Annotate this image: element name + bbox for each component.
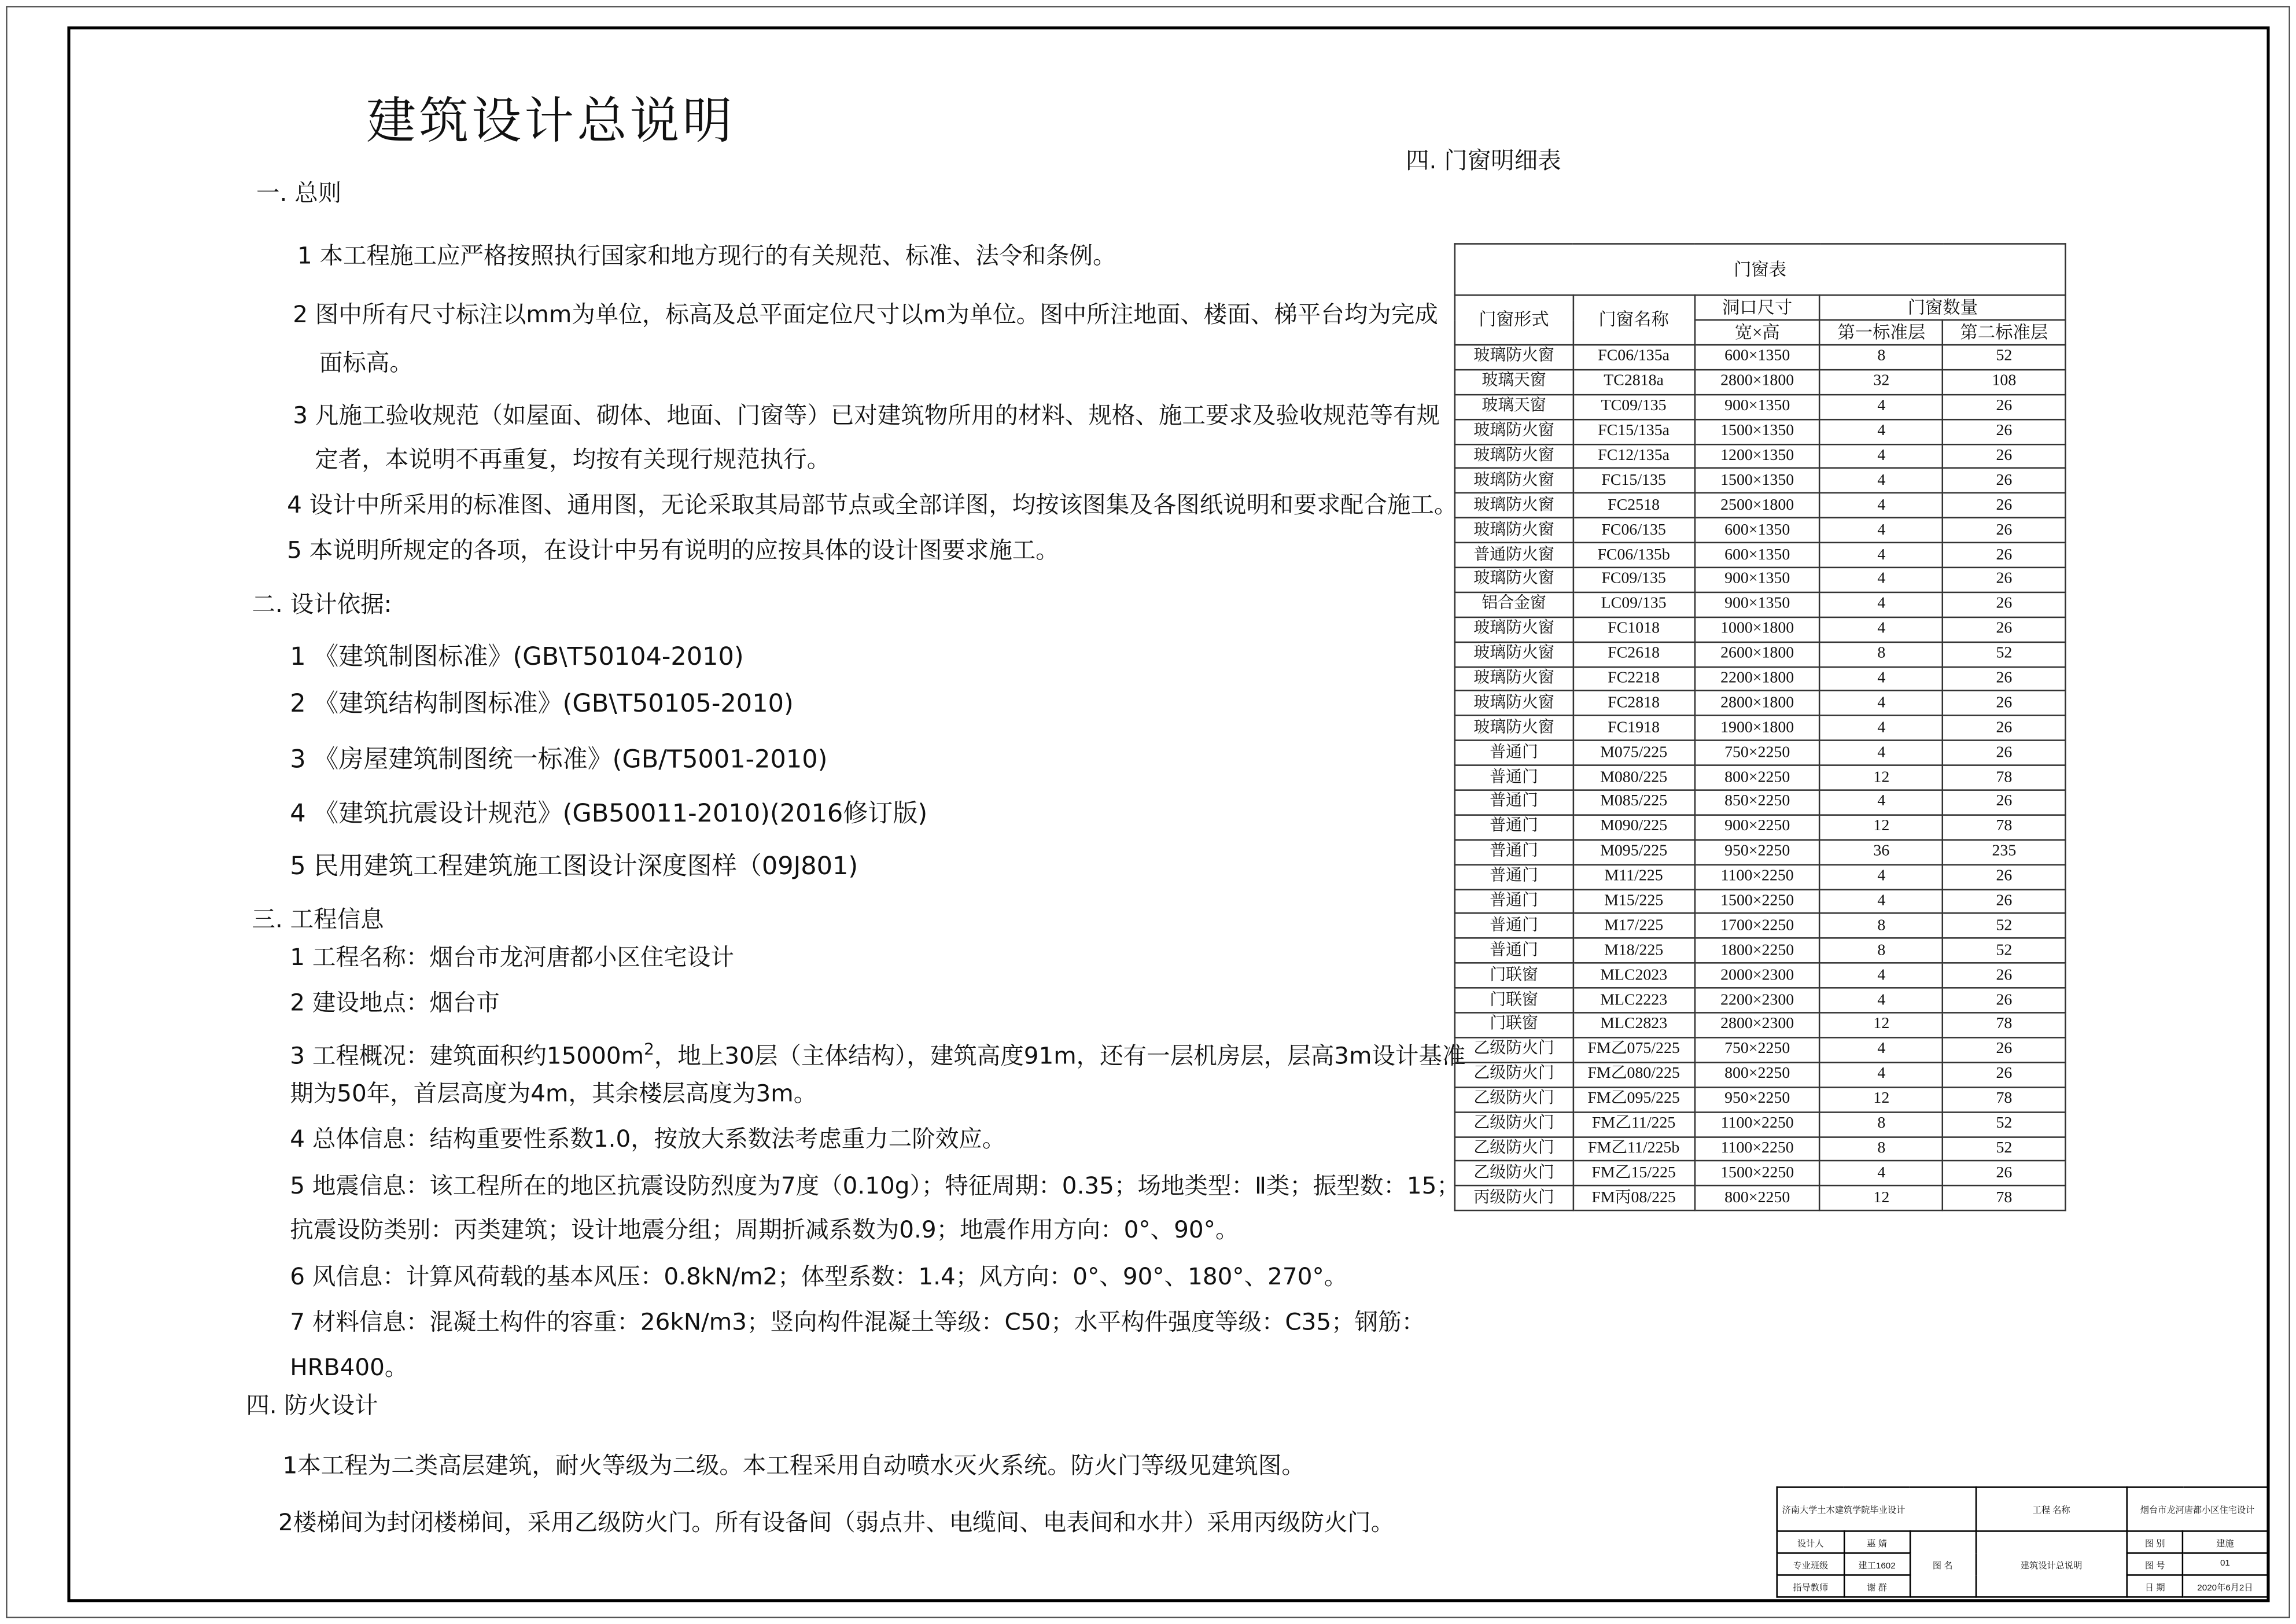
cell-name: FM乙075/225 <box>1573 1037 1694 1062</box>
cell-type: 玻璃防火窗 <box>1455 617 1573 642</box>
cell-floor-1-qty: 8 <box>1820 938 1943 963</box>
text-line: 5 地震信息：该工程所在的地区抗震设防烈度为7度（0.10g）；特征周期：0.35；场地类型：Ⅱ类；振型数：15； <box>290 1172 1460 1200</box>
section-heading-fire: 四. 防火设计 <box>246 1391 378 1419</box>
cell-name: MLC2823 <box>1573 1013 1694 1038</box>
cell-type: 玻璃天窗 <box>1455 395 1573 419</box>
cell-floor-2-qty: 26 <box>1943 419 2065 444</box>
text-line: 1 本工程施工应严格按照执行国家和地方现行的有关规范、标准、法令和条例。 <box>297 241 1116 270</box>
table-row <box>1455 963 2066 988</box>
cell-name: FC12/135a <box>1573 444 1694 469</box>
cell-floor-2-qty: 26 <box>1943 444 2065 469</box>
cell-size: 1900×1800 <box>1694 716 1820 741</box>
cell-floor-2-qty: 26 <box>1943 395 2065 419</box>
project-label: 工程 名称 <box>1976 1487 2127 1531</box>
cell-floor-1-qty: 4 <box>1820 444 1943 469</box>
cell-type: 门联窗 <box>1455 988 1573 1013</box>
cell-floor-1-qty: 8 <box>1820 1136 1943 1161</box>
cell-floor-1-qty: 4 <box>1820 963 1943 988</box>
cell-type: 乙级防火门 <box>1455 1037 1573 1062</box>
cell-floor-1-qty: 4 <box>1820 543 1943 568</box>
cell-type: 普通门 <box>1455 839 1573 864</box>
cell-name: FC1018 <box>1573 617 1694 642</box>
table-row <box>1455 1161 2066 1186</box>
cell-name: M11/225 <box>1573 864 1694 889</box>
text-line: 5 民用建筑工程建筑施工图设计深度图样（09J801) <box>290 852 858 882</box>
table-caption: 门窗表 <box>1455 244 2066 295</box>
cell-name: M18/225 <box>1573 938 1694 963</box>
table-row <box>1455 494 2066 518</box>
cell-name: FM乙11/225 <box>1573 1112 1694 1137</box>
text-line: 期为50年，首层高度为4m，其余楼层高度为3m。 <box>290 1079 817 1107</box>
header-floor-2: 第二标准层 <box>1943 320 2065 345</box>
cell-name: TC2818a <box>1573 370 1694 395</box>
table-row <box>1455 938 2066 963</box>
cell-type: 玻璃防火窗 <box>1455 666 1573 691</box>
cell-size: 1500×1350 <box>1694 469 1820 494</box>
cell-name: LC09/135 <box>1573 592 1694 617</box>
cell-floor-1-qty: 4 <box>1820 1062 1943 1087</box>
cell-floor-1-qty: 4 <box>1820 716 1943 741</box>
text-span: 3 工程概况：建筑面积约15000m <box>290 1041 644 1070</box>
cell-name: FC09/135 <box>1573 568 1694 592</box>
cell-floor-2-qty: 52 <box>1943 1136 2065 1161</box>
cell-name: FM乙15/225 <box>1573 1161 1694 1186</box>
text-line: 抗震设防类别：丙类建筑；设计地震分组；周期折减系数为0.9；地震作用方向：0°、90°。 <box>290 1215 1239 1244</box>
cell-floor-2-qty: 26 <box>1943 790 2065 815</box>
cell-size: 1500×1350 <box>1694 419 1820 444</box>
section-heading-project-info: 三. 工程信息 <box>252 905 384 933</box>
cell-type: 玻璃防火窗 <box>1455 494 1573 518</box>
text-line: 5 本说明所规定的各项，在设计中另有说明的应按具体的设计图要求施工。 <box>287 536 1059 564</box>
cell-name: FM丙08/225 <box>1573 1186 1694 1211</box>
text-line: 3 凡施工验收规范（如屋面、砌体、地面、门窗等）已对建筑物所用的材料、规格、施工要求及验收规范等有规 <box>293 401 1440 429</box>
cell-floor-1-qty: 12 <box>1820 1186 1943 1211</box>
cell-floor-2-qty: 78 <box>1943 815 2065 839</box>
cell-floor-1-qty: 12 <box>1820 1087 1943 1112</box>
cell-floor-2-qty: 26 <box>1943 469 2065 494</box>
cell-type: 玻璃防火窗 <box>1455 345 1573 370</box>
category: 建施 <box>2183 1531 2268 1553</box>
cell-name: FC06/135a <box>1573 345 1694 370</box>
cell-floor-2-qty: 78 <box>1943 765 2065 790</box>
cell-name: M17/225 <box>1573 914 1694 938</box>
cell-floor-1-qty: 4 <box>1820 790 1943 815</box>
cell-type: 玻璃防火窗 <box>1455 642 1573 666</box>
table-row <box>1455 370 2066 395</box>
cell-type: 普通门 <box>1455 765 1573 790</box>
cell-floor-2-qty: 26 <box>1943 1161 2065 1186</box>
superscript: 2 <box>644 1040 654 1059</box>
text-line: 2 建设地点：烟台市 <box>290 988 500 1017</box>
table-row <box>1455 345 2066 370</box>
cell-name: M075/225 <box>1573 741 1694 765</box>
cell-size: 1500×2250 <box>1694 1161 1820 1186</box>
cell-type: 普通门 <box>1455 790 1573 815</box>
cell-name: M095/225 <box>1573 839 1694 864</box>
cell-floor-2-qty: 26 <box>1943 592 2065 617</box>
cell-size: 800×2250 <box>1694 765 1820 790</box>
section-heading-basis: 二. 设计依据: <box>252 590 392 618</box>
cell-floor-1-qty: 4 <box>1820 617 1943 642</box>
cell-size: 950×2250 <box>1694 839 1820 864</box>
date-label: 日 期 <box>2127 1575 2183 1597</box>
cell-name: FC1918 <box>1573 716 1694 741</box>
table-row <box>1455 1136 2066 1161</box>
cell-floor-1-qty: 8 <box>1820 642 1943 666</box>
cell-name: FC2218 <box>1573 666 1694 691</box>
table-row <box>1455 543 2066 568</box>
cell-size: 850×2250 <box>1694 790 1820 815</box>
drawing-name-label: 图 名 <box>1910 1531 1976 1597</box>
cell-size: 2800×1800 <box>1694 691 1820 716</box>
table-row <box>1455 765 2066 790</box>
cell-type: 丙级防火门 <box>1455 1186 1573 1211</box>
cell-floor-1-qty: 4 <box>1820 741 1943 765</box>
cell-type: 玻璃防火窗 <box>1455 691 1573 716</box>
header-size-sub: 宽×高 <box>1694 320 1820 345</box>
cell-floor-1-qty: 4 <box>1820 518 1943 543</box>
cell-floor-1-qty: 8 <box>1820 1112 1943 1137</box>
door-window-table <box>1454 243 2066 1211</box>
table-row <box>1455 716 2066 741</box>
cell-size: 600×1350 <box>1694 543 1820 568</box>
number-label: 图 号 <box>2127 1553 2183 1575</box>
cell-floor-2-qty: 78 <box>1943 1186 2065 1211</box>
cell-size: 900×1350 <box>1694 395 1820 419</box>
table-row <box>1455 1013 2066 1038</box>
class: 建工1602 <box>1844 1553 1910 1575</box>
cell-name: FC15/135a <box>1573 419 1694 444</box>
cell-floor-1-qty: 4 <box>1820 469 1943 494</box>
cell-floor-1-qty: 12 <box>1820 1013 1943 1038</box>
cell-floor-1-qty: 4 <box>1820 1037 1943 1062</box>
cell-floor-2-qty: 26 <box>1943 889 2065 914</box>
cell-floor-2-qty: 26 <box>1943 1062 2065 1087</box>
cell-floor-2-qty: 52 <box>1943 345 2065 370</box>
table-row <box>1455 815 2066 839</box>
cell-size: 2200×1800 <box>1694 666 1820 691</box>
table-row <box>1455 666 2066 691</box>
cell-size: 900×2250 <box>1694 815 1820 839</box>
cell-floor-2-qty: 108 <box>1943 370 2065 395</box>
text-line: 4 设计中所采用的标准图、通用图，无论采取其局部节点或全部详图，均按该图集及各图纸说明和要求配合施工。 <box>287 490 1458 519</box>
table-row <box>1455 741 2066 765</box>
cell-type: 门联窗 <box>1455 963 1573 988</box>
advisor-label: 指导教师 <box>1777 1575 1844 1597</box>
cell-size: 1700×2250 <box>1694 914 1820 938</box>
cell-size: 750×2250 <box>1694 741 1820 765</box>
cell-floor-2-qty: 26 <box>1943 716 2065 741</box>
cell-floor-1-qty: 36 <box>1820 839 1943 864</box>
table-row <box>1455 914 2066 938</box>
cell-floor-1-qty: 8 <box>1820 914 1943 938</box>
cell-size: 800×2250 <box>1694 1062 1820 1087</box>
cell-size: 1100×2250 <box>1694 1136 1820 1161</box>
class-label: 专业班级 <box>1777 1553 1844 1575</box>
table-row <box>1455 568 2066 592</box>
cell-name: M080/225 <box>1573 765 1694 790</box>
cell-type: 玻璃防火窗 <box>1455 419 1573 444</box>
cell-floor-1-qty: 4 <box>1820 691 1943 716</box>
cell-size: 2600×1800 <box>1694 642 1820 666</box>
cell-type: 乙级防火门 <box>1455 1087 1573 1112</box>
cell-floor-2-qty: 26 <box>1943 666 2065 691</box>
table-row <box>1455 790 2066 815</box>
cell-size: 1500×2250 <box>1694 889 1820 914</box>
table-row <box>1455 691 2066 716</box>
text-line: 1 《建筑制图标准》(GB\T50104-2010) <box>290 643 744 672</box>
cell-type: 玻璃天窗 <box>1455 370 1573 395</box>
text-line: 1本工程为二类高层建筑，耐火等级为二级。本工程采用自动喷水灭火系统。防火门等级见建筑图。 <box>282 1451 1305 1479</box>
designer: 惠 婧 <box>1844 1531 1910 1553</box>
cell-type: 普通门 <box>1455 889 1573 914</box>
cell-size: 800×2250 <box>1694 1186 1820 1211</box>
table-row <box>1455 864 2066 889</box>
cell-size: 2500×1800 <box>1694 494 1820 518</box>
cell-size: 600×1350 <box>1694 518 1820 543</box>
date: 2020年6月2日 <box>2183 1575 2268 1597</box>
section-heading-general: 一. 总则 <box>256 178 342 207</box>
cell-type: 玻璃防火窗 <box>1455 716 1573 741</box>
cell-name: FC2518 <box>1573 494 1694 518</box>
cell-name: FC06/135 <box>1573 518 1694 543</box>
advisor: 谢 群 <box>1844 1575 1910 1597</box>
cell-floor-1-qty: 4 <box>1820 568 1943 592</box>
cell-type: 普通防火窗 <box>1455 543 1573 568</box>
cell-size: 1200×1350 <box>1694 444 1820 469</box>
cell-name: FC2618 <box>1573 642 1694 666</box>
header-floor-1: 第一标准层 <box>1820 320 1943 345</box>
table-row <box>1455 642 2066 666</box>
cell-floor-1-qty: 4 <box>1820 988 1943 1013</box>
cell-name: FC2818 <box>1573 691 1694 716</box>
cell-floor-2-qty: 26 <box>1943 691 2065 716</box>
cell-size: 2000×2300 <box>1694 963 1820 988</box>
designer-label: 设计人 <box>1777 1531 1844 1553</box>
cell-type: 门联窗 <box>1455 1013 1573 1038</box>
cell-type: 普通门 <box>1455 864 1573 889</box>
title-block <box>1776 1486 2268 1597</box>
cell-type: 乙级防火门 <box>1455 1161 1573 1186</box>
text-line: 2楼梯间为封闭楼梯间，采用乙级防火门。所有设备间（弱点井、电缆间、电表间和水井）采用丙级防火门。 <box>278 1508 1395 1537</box>
cell-floor-2-qty: 26 <box>1943 518 2065 543</box>
cell-floor-1-qty: 4 <box>1820 1161 1943 1186</box>
table-row <box>1455 1062 2066 1087</box>
cell-floor-2-qty: 26 <box>1943 741 2065 765</box>
cell-floor-1-qty: 4 <box>1820 592 1943 617</box>
cell-type: 玻璃防火窗 <box>1455 518 1573 543</box>
cell-size: 2200×2300 <box>1694 988 1820 1013</box>
cell-type: 玻璃防火窗 <box>1455 568 1573 592</box>
cell-floor-2-qty: 78 <box>1943 1013 2065 1038</box>
cell-size: 2800×1800 <box>1694 370 1820 395</box>
cell-size: 2800×2300 <box>1694 1013 1820 1038</box>
text-line: HRB400。 <box>290 1353 408 1382</box>
page-title: 建筑设计总说明 <box>366 92 735 151</box>
cell-name: TC09/135 <box>1573 395 1694 419</box>
text-span: ，地上30层（主体结构），建筑高度91m，还有一层机房层，层高3m设计基准 <box>654 1041 1466 1070</box>
cell-type: 普通门 <box>1455 938 1573 963</box>
cell-type: 铝合金窗 <box>1455 592 1573 617</box>
cell-name: FM乙080/225 <box>1573 1062 1694 1087</box>
cell-floor-2-qty: 78 <box>1943 1087 2065 1112</box>
cell-type: 乙级防火门 <box>1455 1136 1573 1161</box>
cell-type: 玻璃防火窗 <box>1455 469 1573 494</box>
number: 01 <box>2183 1553 2268 1575</box>
cell-floor-2-qty: 26 <box>1943 617 2065 642</box>
cell-floor-2-qty: 26 <box>1943 988 2065 1013</box>
cell-floor-1-qty: 4 <box>1820 395 1943 419</box>
table-row <box>1455 419 2066 444</box>
table-row <box>1455 839 2066 864</box>
cell-size: 950×2250 <box>1694 1087 1820 1112</box>
cell-floor-1-qty: 12 <box>1820 765 1943 790</box>
table-row <box>1455 395 2066 419</box>
cell-size: 1800×2250 <box>1694 938 1820 963</box>
cell-floor-2-qty: 52 <box>1943 1112 2065 1137</box>
cell-type: 乙级防火门 <box>1455 1062 1573 1087</box>
cell-name: M085/225 <box>1573 790 1694 815</box>
table-row <box>1455 889 2066 914</box>
cell-name: MLC2023 <box>1573 963 1694 988</box>
cell-type: 普通门 <box>1455 914 1573 938</box>
table-row <box>1455 444 2066 469</box>
cell-type: 普通门 <box>1455 741 1573 765</box>
cell-type: 普通门 <box>1455 815 1573 839</box>
cell-size: 900×1350 <box>1694 568 1820 592</box>
category-label: 图 别 <box>2127 1531 2183 1553</box>
header-size: 洞口尺寸 <box>1694 295 1820 320</box>
cell-floor-2-qty: 52 <box>1943 914 2065 938</box>
cell-size: 750×2250 <box>1694 1037 1820 1062</box>
table-row <box>1455 1037 2066 1062</box>
cell-floor-1-qty: 4 <box>1820 494 1943 518</box>
cell-floor-2-qty: 26 <box>1943 568 2065 592</box>
cell-floor-1-qty: 4 <box>1820 419 1943 444</box>
cell-floor-1-qty: 4 <box>1820 889 1943 914</box>
text-line <box>290 1036 1465 1071</box>
cell-floor-2-qty: 52 <box>1943 938 2065 963</box>
header-name: 门窗名称 <box>1573 295 1694 345</box>
table-row <box>1455 518 2066 543</box>
text-line: 2 图中所有尺寸标注以mm为单位，标高及总平面定位尺寸以m为单位。图中所注地面、楼面、梯平台均为完成 <box>293 300 1438 329</box>
text-line: 定者，本说明不再重复，均按有关现行规范执行。 <box>315 445 831 473</box>
cell-floor-1-qty: 8 <box>1820 345 1943 370</box>
cell-name: FC15/135 <box>1573 469 1694 494</box>
table-row <box>1455 592 2066 617</box>
project-name: 烟台市龙河唐都小区住宅设计 <box>2127 1487 2267 1531</box>
header-quantity: 门窗数量 <box>1820 295 2065 320</box>
cell-floor-2-qty: 26 <box>1943 1037 2065 1062</box>
cell-floor-2-qty: 235 <box>1943 839 2065 864</box>
table-row <box>1455 1087 2066 1112</box>
header-type: 门窗形式 <box>1455 295 1573 345</box>
cell-floor-2-qty: 26 <box>1943 963 2065 988</box>
cell-size: 1100×2250 <box>1694 864 1820 889</box>
drawing-name: 建筑设计总说明 <box>1976 1531 2127 1597</box>
cell-floor-2-qty: 26 <box>1943 864 2065 889</box>
text-line: 6 风信息：计算风荷载的基本风压：0.8kN/m2；体型系数：1.4；风方向：0°、90°、180°、270°。 <box>290 1262 1348 1291</box>
text-line: 面标高。 <box>319 348 413 377</box>
cell-floor-1-qty: 4 <box>1820 864 1943 889</box>
table-row <box>1455 1186 2066 1211</box>
text-line: 7 材料信息：混凝土构件的容重：26kN/m3；竖向构件混凝土等级：C50；水平构件强度等级：C35；钢筋： <box>290 1308 1425 1336</box>
text-line: 3 《房屋建筑制图统一标准》(GB/T5001-2010) <box>290 745 828 775</box>
cell-floor-2-qty: 26 <box>1943 543 2065 568</box>
text-line: 1 工程名称：烟台市龙河唐都小区住宅设计 <box>290 943 734 971</box>
cell-floor-1-qty: 12 <box>1820 815 1943 839</box>
table-heading: 四. 门窗明细表 <box>1406 146 1561 175</box>
table-row <box>1455 617 2066 642</box>
table-row <box>1455 469 2066 494</box>
cell-name: M090/225 <box>1573 815 1694 839</box>
cell-floor-2-qty: 26 <box>1943 494 2065 518</box>
text-line: 2 《建筑结构制图标准》(GB\T50105-2010) <box>290 690 794 719</box>
cell-size: 1100×2250 <box>1694 1112 1820 1137</box>
cell-name: FC06/135b <box>1573 543 1694 568</box>
cell-floor-1-qty: 32 <box>1820 370 1943 395</box>
cell-type: 乙级防火门 <box>1455 1112 1573 1137</box>
cell-size: 600×1350 <box>1694 345 1820 370</box>
cell-type: 玻璃防火窗 <box>1455 444 1573 469</box>
text-line: 4 《建筑抗震设计规范》(GB50011-2010)(2016修订版) <box>290 800 928 829</box>
cell-floor-1-qty: 4 <box>1820 666 1943 691</box>
cell-name: M15/225 <box>1573 889 1694 914</box>
text-line: 4 总体信息：结构重要性系数1.0，按放大系数法考虑重力二阶效应。 <box>290 1125 1006 1153</box>
cell-name: FM乙11/225b <box>1573 1136 1694 1161</box>
cell-name: FM乙095/225 <box>1573 1087 1694 1112</box>
cell-name: MLC2223 <box>1573 988 1694 1013</box>
school-name: 济南大学土木建筑学院毕业设计 <box>1777 1487 1976 1531</box>
cell-size: 1000×1800 <box>1694 617 1820 642</box>
cell-floor-2-qty: 52 <box>1943 642 2065 666</box>
table-row <box>1455 988 2066 1013</box>
table-row <box>1455 1112 2066 1137</box>
cell-size: 900×1350 <box>1694 592 1820 617</box>
